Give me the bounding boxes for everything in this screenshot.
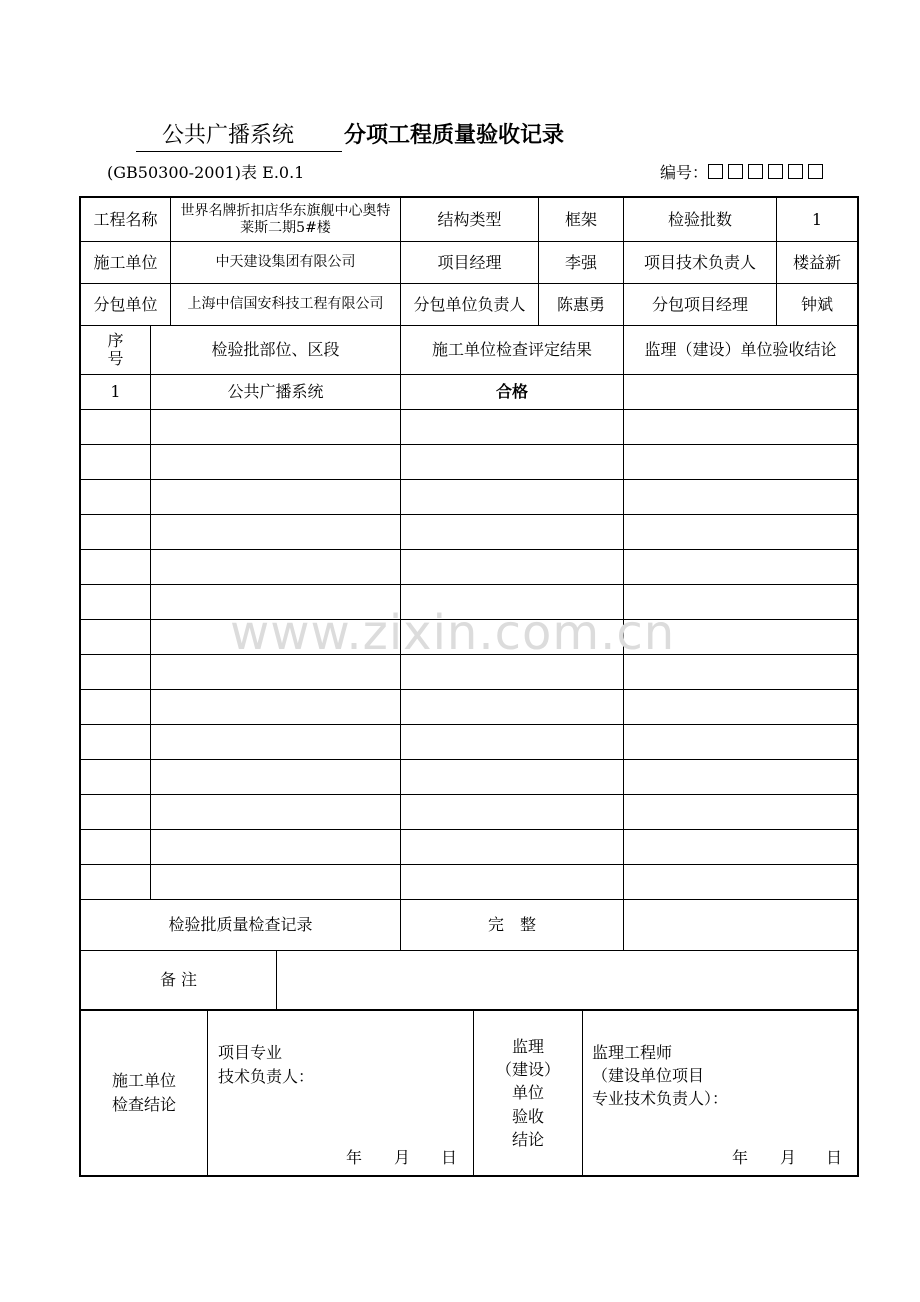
row-part: 公共广播系统 xyxy=(227,382,324,402)
serial-box xyxy=(768,164,783,179)
date-day: 日 xyxy=(825,1148,842,1168)
contractor-value: 中天建设集团有限公司 xyxy=(215,254,356,271)
date-year: 年 xyxy=(345,1148,362,1168)
tech-lead-value: 楼益新 xyxy=(792,252,841,272)
row-result: 合格 xyxy=(495,382,528,402)
serial-box xyxy=(808,164,823,179)
remarks-label: 备 注 xyxy=(159,970,198,990)
col-line xyxy=(150,325,151,899)
seq-line2: 号 xyxy=(107,349,124,368)
page-title xyxy=(136,118,564,152)
sup-l2: （建设） xyxy=(495,1060,560,1080)
row-line xyxy=(81,619,857,620)
row-line xyxy=(81,444,857,445)
structure-value: 框架 xyxy=(564,209,597,229)
serial-box xyxy=(748,164,763,179)
form-code: (GB50300-2001)表 E.0.1 xyxy=(107,163,305,182)
eng-l1: 监理工程师 xyxy=(592,1043,673,1062)
sub-pm-label: 分包项目经理 xyxy=(651,294,748,314)
row-line xyxy=(81,479,857,480)
tech-l2: 技术负责人： xyxy=(218,1067,315,1086)
supervisor-conclusion-label xyxy=(474,1011,582,1175)
sub-label: 分包单位 xyxy=(93,294,158,314)
sub-value: 上海中信国安科技工程有限公司 xyxy=(187,296,384,313)
col-line xyxy=(400,325,401,950)
row-line xyxy=(81,514,857,515)
tech-l1: 项目专业 xyxy=(218,1043,283,1062)
project-name-line2: 莱斯二期5#楼 xyxy=(240,219,331,236)
serial-box xyxy=(788,164,803,179)
row-seq: 1 xyxy=(110,382,121,402)
date-year: 年 xyxy=(731,1148,748,1168)
tech-lead-label: 项目技术负责人 xyxy=(643,252,756,272)
serial-label: 编号： xyxy=(660,163,709,182)
col-line xyxy=(582,1009,583,1175)
project-name-value xyxy=(171,198,400,241)
date-month: 月 xyxy=(779,1148,796,1168)
acceptance-table xyxy=(79,196,859,1177)
sup-l1: 监理 xyxy=(511,1037,544,1057)
row-line xyxy=(81,549,857,550)
row-line xyxy=(81,724,857,725)
title-main: 分项工程质量验收记录 xyxy=(344,123,565,148)
date-day: 日 xyxy=(440,1148,457,1168)
row-line xyxy=(81,794,857,795)
eng-l2: （建设单位项目 xyxy=(592,1066,705,1086)
contractor-label: 施工单位 xyxy=(93,252,158,272)
row-line xyxy=(81,654,857,655)
contractor-l1: 施工单位 xyxy=(111,1071,176,1090)
sub-lead-label: 分包单位负责人 xyxy=(413,294,526,314)
sup-l5: 结论 xyxy=(511,1129,544,1149)
pm-label: 项目经理 xyxy=(437,252,502,272)
serial-box xyxy=(708,164,723,179)
engineer-signature-label xyxy=(592,1041,852,1126)
pm-value: 李强 xyxy=(564,252,597,272)
col-header-conclusion: 监理（建设）单位验收结论 xyxy=(644,340,837,360)
batch-count-value: 1 xyxy=(811,209,823,229)
row-line xyxy=(81,584,857,585)
col-line xyxy=(623,325,624,950)
batch-count-label: 检验批数 xyxy=(667,209,732,229)
structure-label: 结构类型 xyxy=(437,209,502,229)
col-header-part: 检验批部位、区段 xyxy=(211,340,340,360)
row-line xyxy=(81,689,857,690)
contractor-l2: 检查结论 xyxy=(111,1095,176,1114)
row-line xyxy=(81,759,857,760)
record-value: 完 整 xyxy=(487,915,536,935)
project-name-label: 工程名称 xyxy=(93,209,158,229)
record-label: 检验批质量检查记录 xyxy=(168,915,313,935)
tech-signature-label xyxy=(218,1041,468,1101)
col-line xyxy=(276,950,277,1009)
serial-number xyxy=(660,160,828,183)
row-conclusion xyxy=(624,375,857,409)
col-header-seq xyxy=(81,326,150,374)
row-line xyxy=(81,864,857,865)
project-name-line1: 世界名牌折扣店华东旗舰中心奥特 xyxy=(180,202,391,219)
date-month: 月 xyxy=(393,1148,410,1168)
contractor-conclusion-label xyxy=(81,1011,207,1175)
sup-l4: 验收 xyxy=(511,1106,544,1126)
title-subject: 公共广播系统 xyxy=(136,118,342,152)
sub-pm-value: 钟斌 xyxy=(800,294,833,314)
seq-line1: 序 xyxy=(107,330,124,350)
eng-l3: 专业技术负责人）： xyxy=(592,1089,729,1109)
row-line xyxy=(81,829,857,830)
sup-l3: 单位 xyxy=(511,1083,544,1103)
col-header-result: 施工单位检查评定结果 xyxy=(431,340,592,360)
serial-box xyxy=(728,164,743,179)
col-line xyxy=(207,1009,208,1175)
watermark: www.zixin.com.cn xyxy=(230,605,676,661)
row-line xyxy=(81,409,857,410)
sub-lead-value: 陈惠勇 xyxy=(556,294,605,314)
